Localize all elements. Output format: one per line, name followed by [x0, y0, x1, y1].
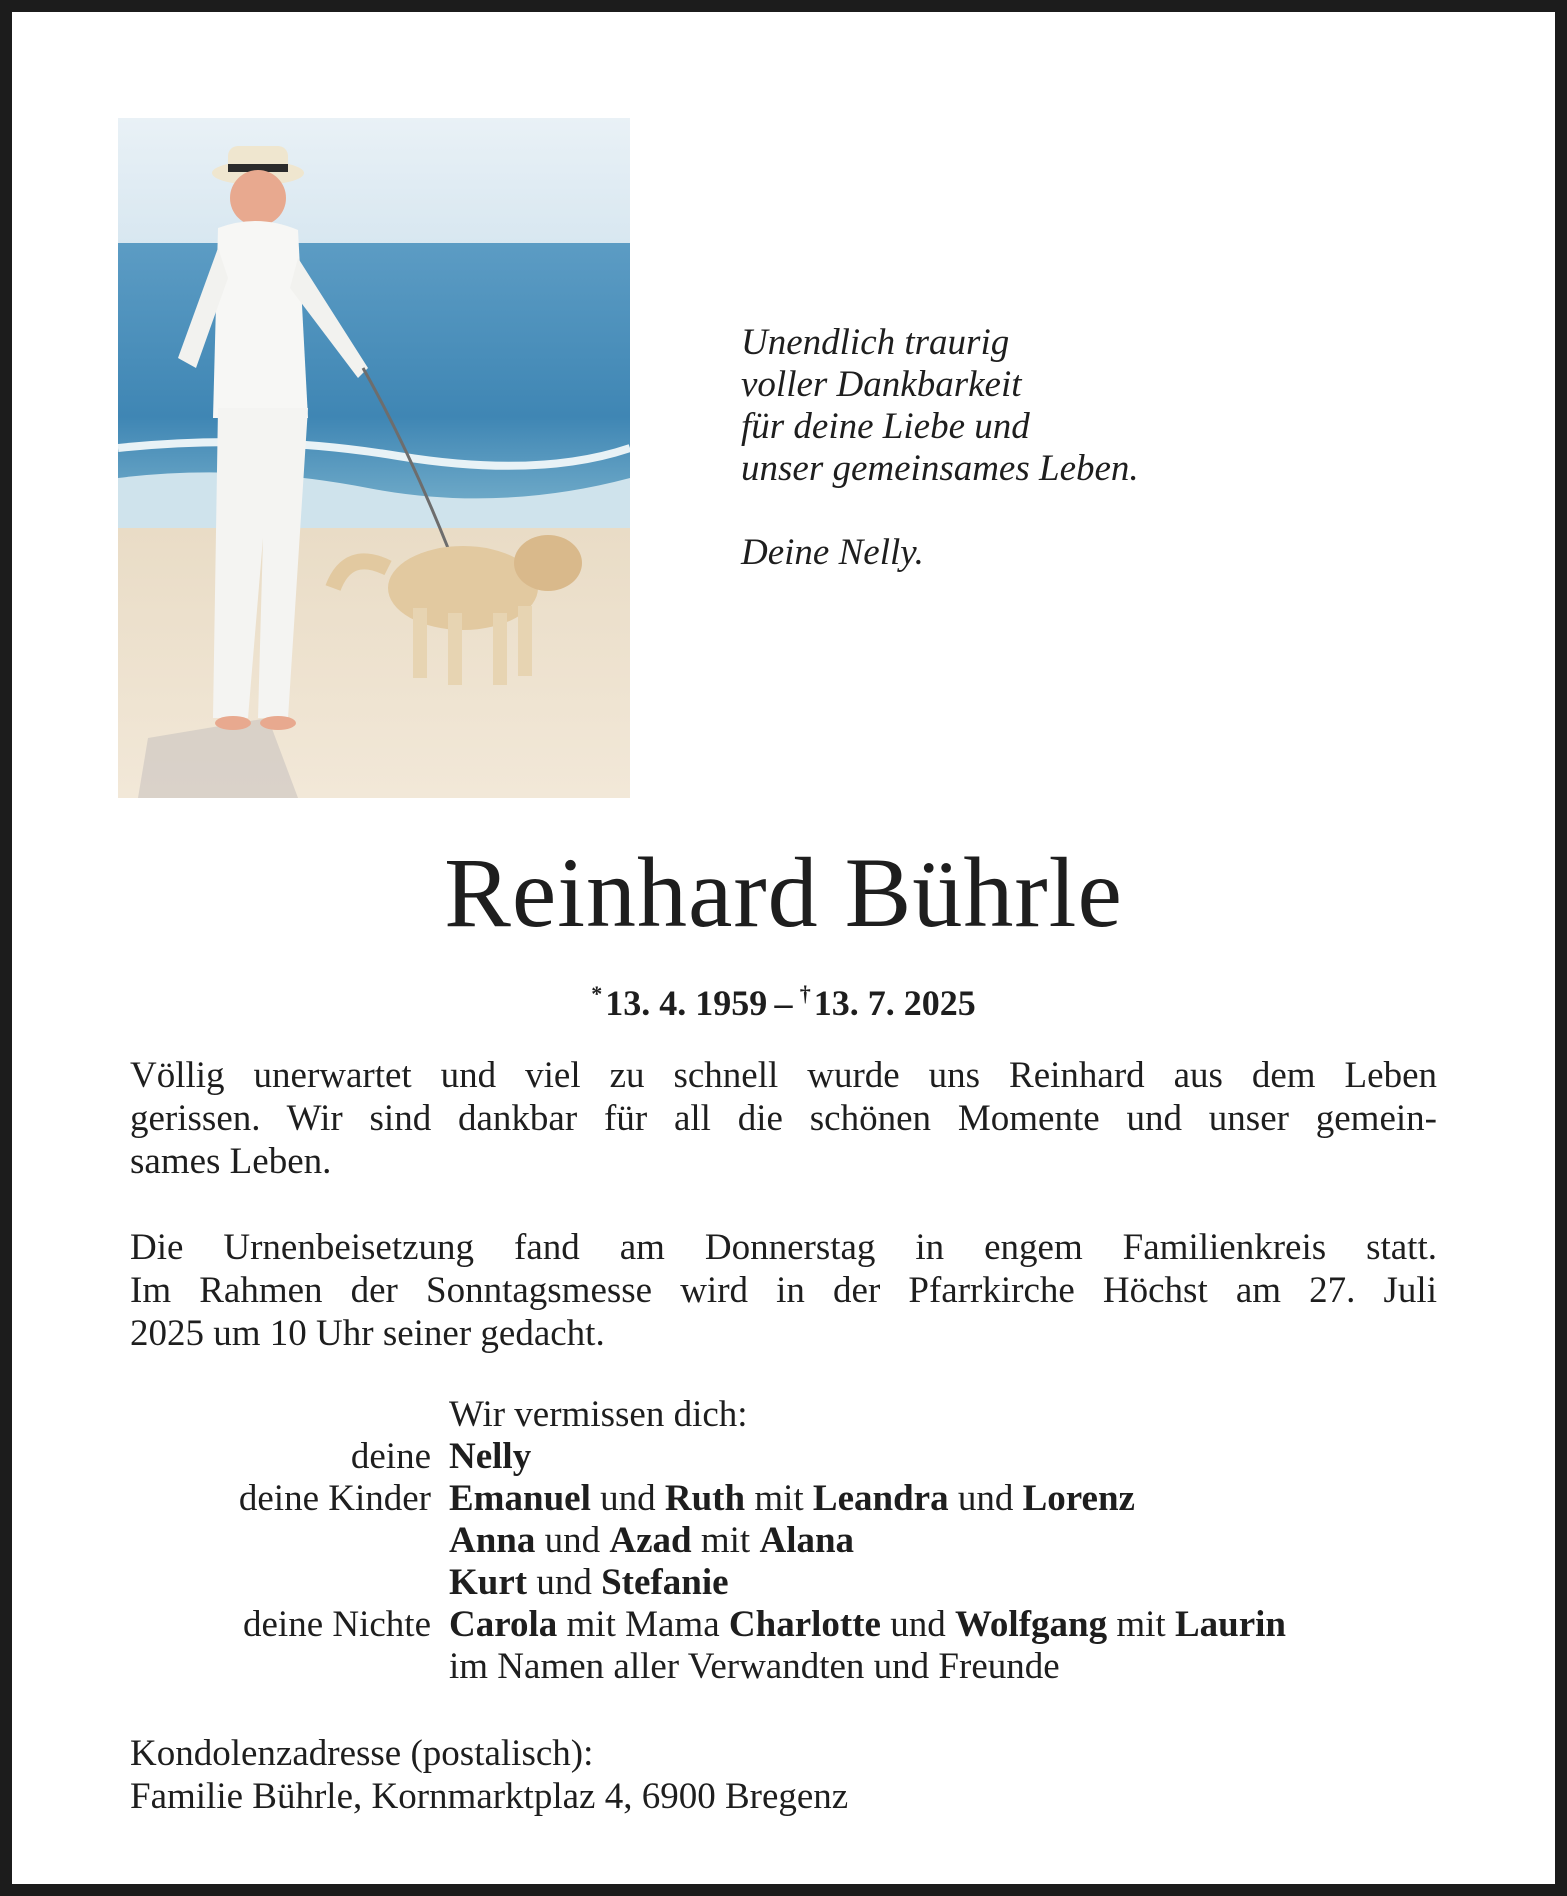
poem-line: für deine Liebe und: [741, 406, 1030, 447]
paragraph-line: 2025 um 10 Uhr seiner gedacht.: [130, 1313, 605, 1354]
paragraph-line: Im Rahmen der Sonntagsmesse wird in der Pfarrkirche Höchst am 27. Juli: [130, 1270, 1437, 1311]
birth-symbol: *: [591, 981, 603, 1006]
death-symbol: †: [799, 981, 811, 1006]
relation-label: deine: [350, 1436, 431, 1477]
mourners-intro: Wir vermissen dich:: [449, 1394, 748, 1435]
paragraph-line: sames Leben.: [130, 1141, 332, 1182]
mourner-names: Kurt und Stefanie: [449, 1562, 729, 1603]
paragraph-line: Die Urnenbeisetzung fand am Donnerstag in engem Familienkreis statt.: [130, 1227, 1437, 1268]
poem-signature: Deine Nelly.: [741, 532, 924, 573]
mourner-names: Carola mit Mama Charlotte und Wolfgang mit Laurin: [449, 1604, 1286, 1645]
birth-date: 13. 4. 1959: [605, 983, 768, 1023]
memorial-poem: [741, 322, 1139, 574]
mourner-row: [0, 1520, 1567, 1562]
death-date: 13. 7. 2025: [813, 983, 976, 1023]
deceased-name: Reinhard Bührle: [444, 837, 1123, 948]
address-value: Familie Bührle, Kornmarktplaz 4, 6900 Bregenz: [130, 1776, 849, 1817]
poem-line: unser gemeinsames Leben.: [741, 448, 1139, 489]
mourner-row: [0, 1478, 1567, 1520]
address-label: Kondolenzadresse (postalisch):: [130, 1733, 594, 1774]
mourner-names: Anna und Azad mit Alana: [449, 1520, 855, 1561]
mourners-intro-row: [0, 1394, 1567, 1436]
paragraph-line: Völlig unerwartet und viel zu schnell wurde uns Reinhard aus dem Leben: [130, 1055, 1437, 1096]
mourners-closing: im Namen aller Verwandten und Freunde: [449, 1646, 1060, 1687]
relation-label: deine Nichte: [243, 1604, 431, 1645]
portrait-photo: [118, 118, 630, 798]
mourners-list: [0, 1394, 1567, 1688]
mourner-row: [0, 1646, 1567, 1688]
mourner-names: Emanuel und Ruth mit Leandra und Lorenz: [449, 1478, 1135, 1519]
mourner-names: Nelly: [449, 1436, 532, 1477]
mourner-row: [0, 1436, 1567, 1478]
date-separator: –: [774, 983, 793, 1023]
poem-line: voller Dankbarkeit: [741, 364, 1022, 405]
poem-line: Unendlich traurig: [741, 322, 1010, 363]
condolence-address: [130, 1732, 848, 1818]
announcement-paragraph: [130, 1054, 1437, 1183]
mourner-row: [0, 1562, 1567, 1604]
mourner-row: [0, 1604, 1567, 1646]
paragraph-line: gerissen. Wir sind dankbar für all die schönen Momente und unser gemein-: [130, 1098, 1437, 1139]
life-dates: [0, 972, 1567, 1025]
funeral-info-paragraph: [130, 1226, 1437, 1355]
relation-label: deine Kinder: [238, 1478, 431, 1519]
